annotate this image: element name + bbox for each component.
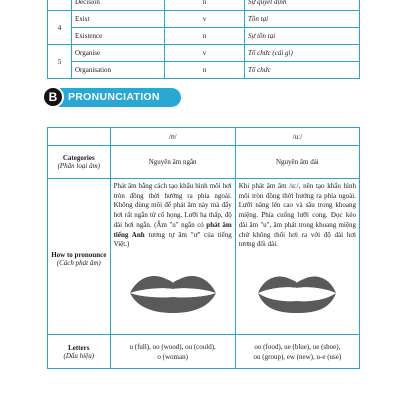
- long-vowel-category: Nguyên âm dài: [235, 146, 359, 179]
- part-of-speech: n: [165, 28, 245, 45]
- vocab-meaning: Tồn tại: [245, 11, 360, 28]
- categories-label: Categories: [62, 154, 95, 162]
- section-banner: [45, 88, 181, 107]
- table-header-row: [48, 128, 360, 146]
- long-vowel-description: Khi phát âm âm /uː/, nên tạo khẩu hình môi tròn đồng thời hướng ra phía ngoài. Lưỡi nâng lên cao và sâu trong khoang miệng. Phía cuống lưỡi cong. Đọc kéo dài âm "u", âm phát trong khoang miệng chứ không thổi hơi ra với độ dài hơi tương đối dài.: [238, 182, 356, 249]
- rounded-lips-image: [128, 272, 218, 314]
- short-letters-line: o (woman): [157, 352, 188, 361]
- letters-label: Letters: [68, 343, 90, 352]
- table-row: [48, 62, 360, 79]
- table-row: [48, 146, 360, 179]
- vocab-meaning: Sự quyết định: [245, 0, 360, 11]
- short-vowel-letters: [110, 335, 235, 369]
- how-label-vi: (Cách phát âm): [56, 259, 101, 267]
- vocab-meaning: Sự tồn tại: [245, 28, 360, 45]
- table-row: [48, 28, 360, 45]
- part-of-speech: v: [165, 45, 245, 62]
- vocab-meaning: Tổ chức: [245, 62, 360, 79]
- letters-label-vi: (Dấu hiệu): [63, 351, 95, 360]
- vocabulary-table: [47, 0, 360, 79]
- long-letters-line: oo (food), ue (blue), ue (shoe),: [254, 342, 341, 351]
- table-row: [48, 11, 360, 28]
- short-vowel-description-cell: [110, 179, 235, 335]
- section-letter-badge: B: [42, 86, 64, 108]
- section-title: PRONUNCIATION: [68, 91, 160, 103]
- part-of-speech: n: [165, 62, 245, 79]
- table-row: [48, 0, 360, 11]
- how-label-cell: [48, 179, 111, 335]
- row-number: [48, 0, 72, 11]
- long-vowel-symbol: /uː/: [235, 128, 359, 146]
- vocab-meaning: Tổ chức (cái gì): [245, 45, 360, 62]
- short-vowel-description: Phát âm bằng cách tạo khẩu hình môi hơi tròn đồng thời hướng ra phía ngoài. Không dùng môi để phát âm này mà đẩy hơi rất ngắn từ cổ họng. Lưỡi hạ thấp, độ dài hơi ngắn. (Âm "u" ngắn có phát âm tiếng Anh tương tự âm "ư" của tiếng Việt.): [113, 182, 232, 249]
- letters-label-cell: [48, 335, 111, 369]
- short-vowel-category: Nguyên âm ngắn: [110, 146, 235, 179]
- long-vowel-letters: [235, 335, 359, 369]
- categories-label-vi: (Phân loại âm): [57, 162, 100, 170]
- row-number: 5: [48, 45, 72, 79]
- vocab-word: Decision: [72, 0, 165, 11]
- how-label: How to pronounce: [51, 251, 107, 259]
- rounded-lips-image: [252, 272, 342, 314]
- short-vowel-symbol: /ʊ/: [110, 128, 235, 146]
- vocab-word: Organisation: [72, 62, 165, 79]
- short-letters-line: u (full), oo (wood), ou (could),: [129, 342, 216, 351]
- long-vowel-description-cell: [235, 179, 359, 335]
- part-of-speech: n: [165, 0, 245, 11]
- vocab-word: Existence: [72, 28, 165, 45]
- table-row: [48, 335, 360, 369]
- vocab-word: Organise: [72, 45, 165, 62]
- pronunciation-table: [47, 127, 360, 369]
- row-number: 4: [48, 11, 72, 45]
- vocab-word: Exist: [72, 11, 165, 28]
- table-row: [48, 179, 360, 335]
- header-empty-cell: [48, 128, 111, 146]
- table-row: [48, 45, 360, 62]
- part-of-speech: v: [165, 11, 245, 28]
- categories-label-cell: [48, 146, 111, 179]
- long-letters-line: ou (group), ew (new), u-e (use): [253, 352, 342, 361]
